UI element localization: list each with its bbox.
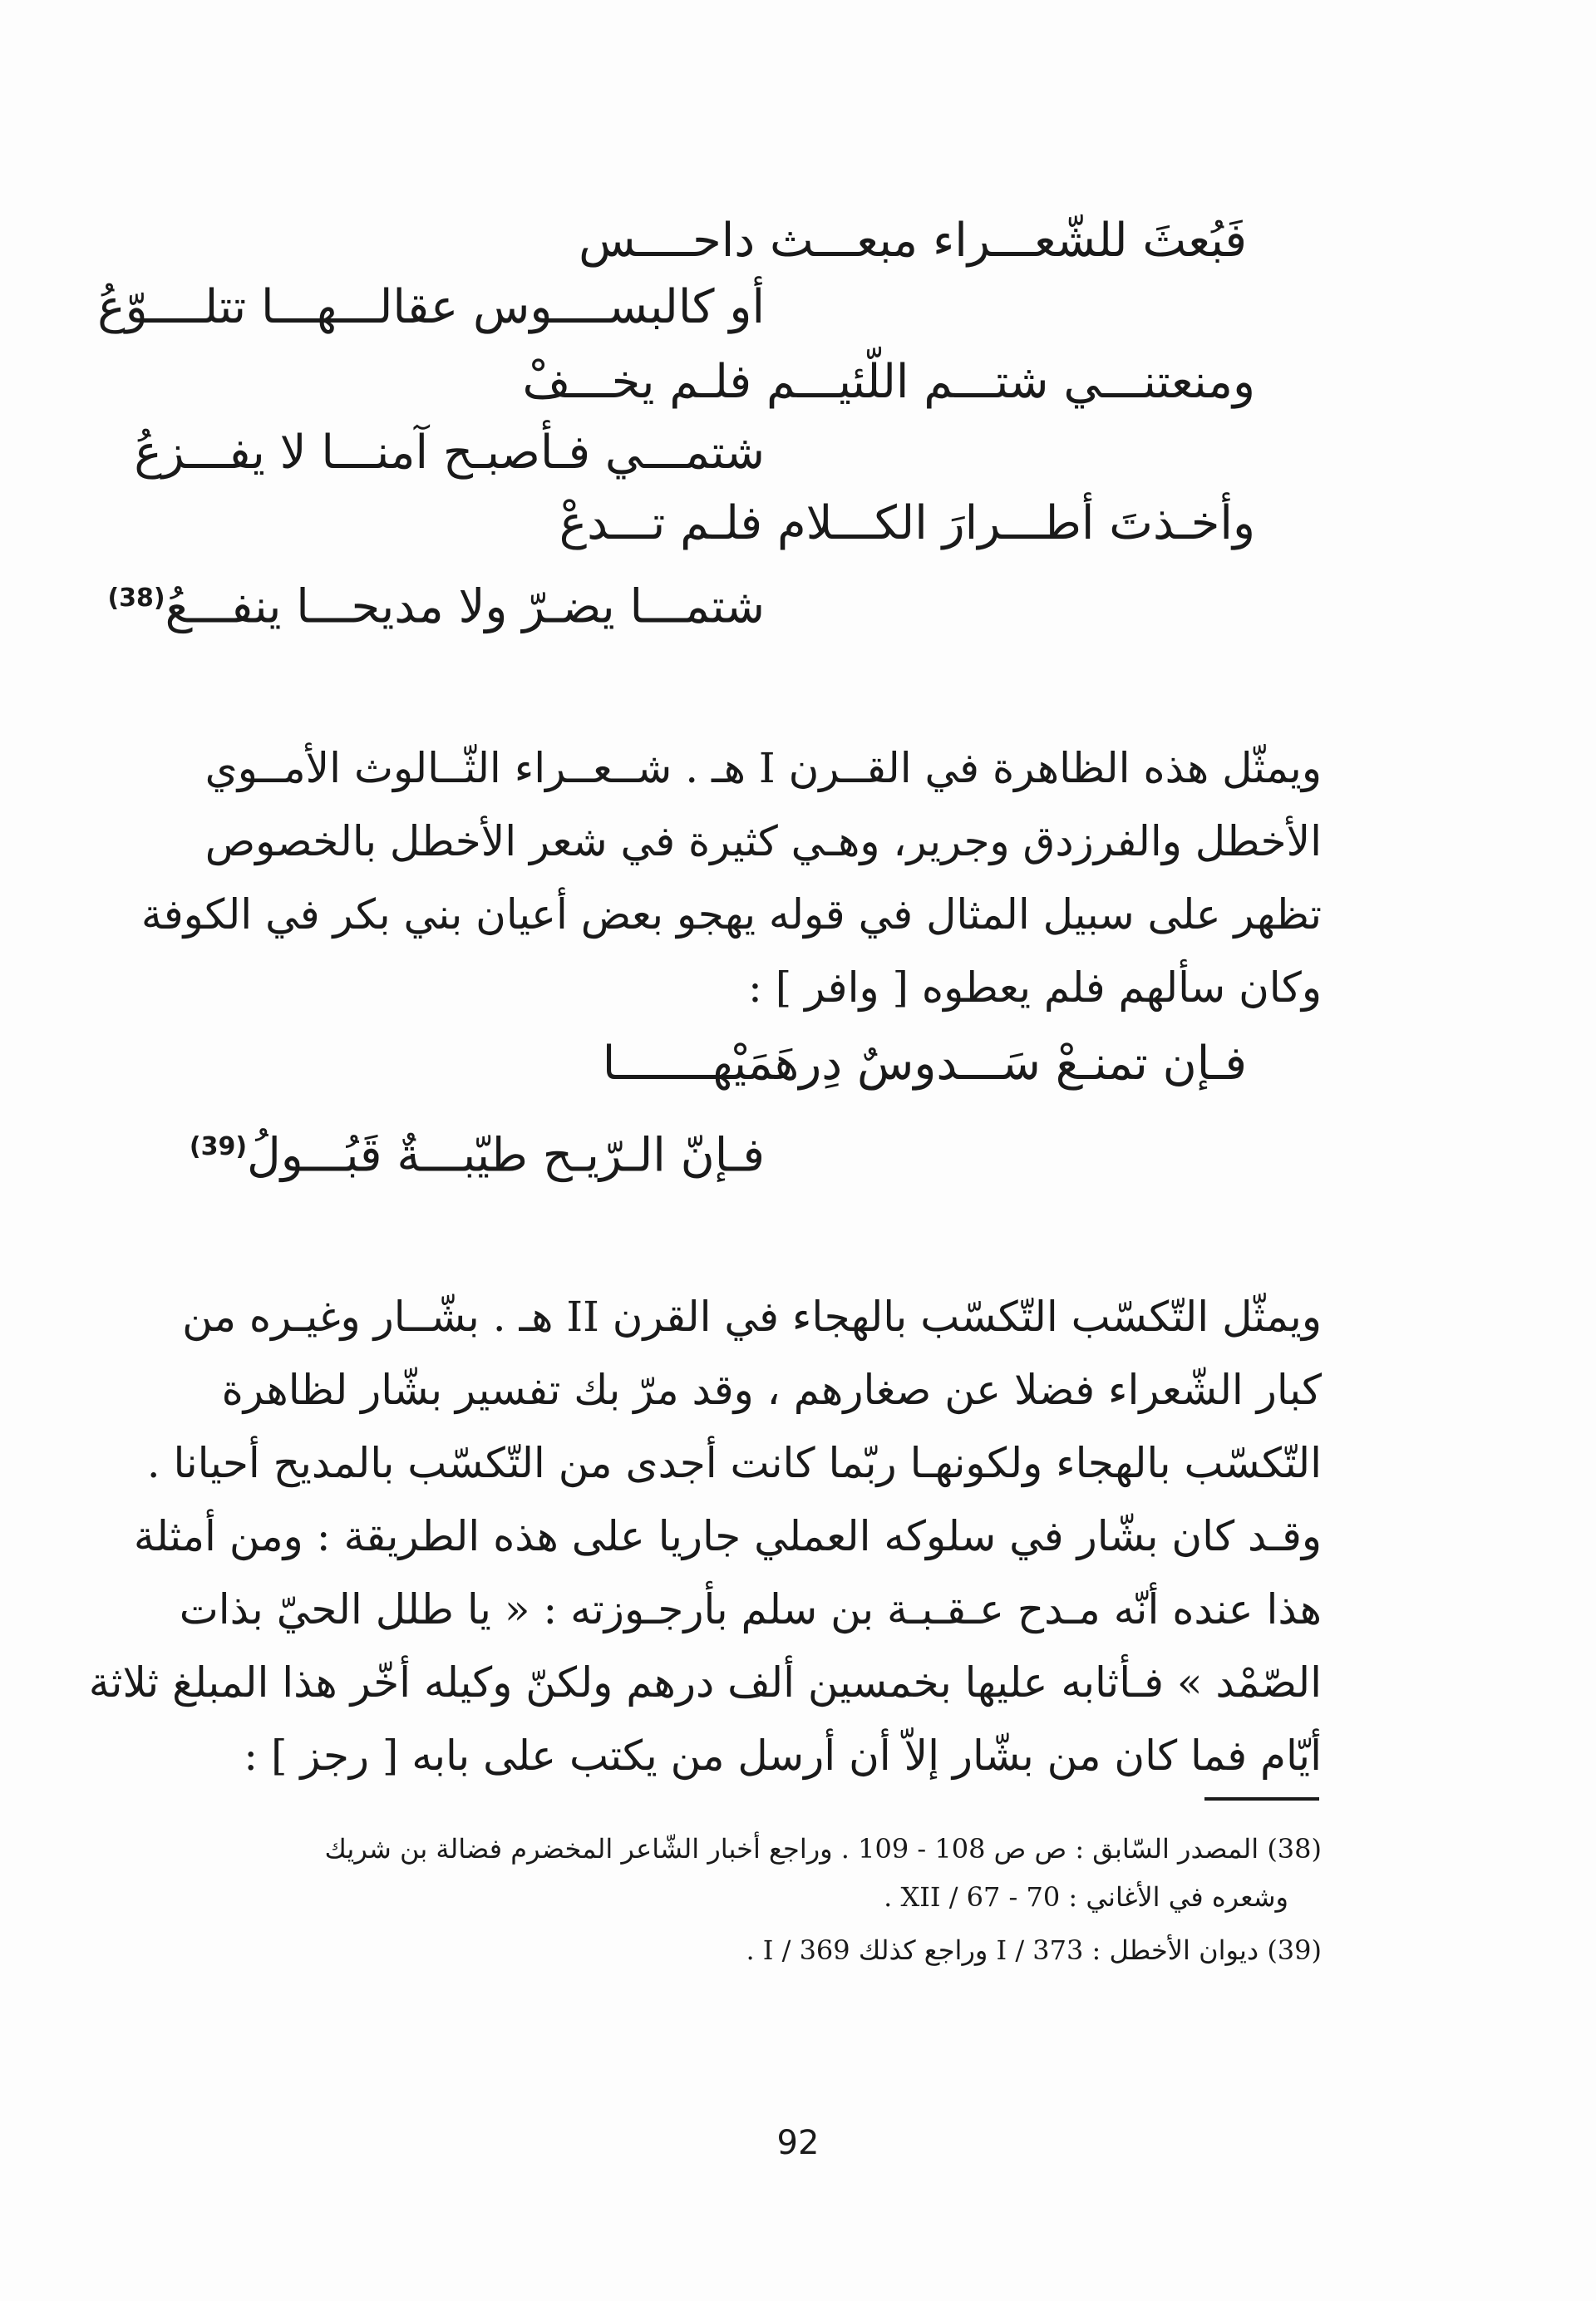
paragraph-line: الأخطل والفرزدق وجرير، وهـي كثيرة في شعر الأخطل بالخصوص — [204, 817, 1322, 865]
verse-line: أو كالبســــوس عقالـــهـــا تتلــــوّعُ — [97, 280, 765, 334]
paragraph-2 — [88, 1280, 1322, 1792]
verse-line-with-note — [181, 1114, 765, 1190]
paragraph-line: التّكسّب بالهجاء ولكونهـا ربّما كانت أجدى من التّكسّب بالمديح أحيانا . — [146, 1439, 1322, 1487]
footnote-38: (38) المصدر السّابق : ص ص 108 - 109 . وراجع أخبار الشّاعر المخضرم فضالة بن شريك — [324, 1833, 1322, 1865]
page-number: 92 — [776, 2124, 820, 2162]
paragraph-line: تظهر على سبيل المثال في قوله يهجو بعض أعيان بني بكر في الكوفة — [140, 890, 1322, 939]
footnote-divider — [1204, 1797, 1319, 1801]
verse-line: فـإن تمنـعْ سَـــدوسٌ دِرهَمَيْهـــــــا — [602, 1037, 1247, 1091]
paragraph-line: هذا عنده أنّه مـدح عـقـبـة بن سلم بأرجـوزته : « يا طلل الحيّ بذات — [179, 1585, 1322, 1633]
paragraph-1 — [140, 732, 1322, 1024]
footnote-39: (39) ديوان الأخطل : I / 373 وراجع كذلك I / 369 . — [746, 1934, 1322, 1966]
verse-line: شتمـــي فـأصبـح آمنـــا لا يفـــزعُ — [134, 426, 765, 480]
footnote-reference: (39) — [189, 1132, 248, 1161]
footnote-reference: (38) — [107, 584, 165, 613]
verse-line: ومنعتنـــي شتـــم اللّئيـــم فلـم يخـــفْ — [522, 355, 1255, 409]
paragraph-line: ويمثّل التّكسّب التّكسّب بالهجاء في القرن II هـ . بشّــار وغيـره من — [182, 1293, 1322, 1341]
paragraph-line: أيّام فما كان من بشّار إلاّ أن أرسل من يكتب على بابه [ رجز ] : — [244, 1732, 1322, 1780]
verse-text: شتمـــا يضـرّ ولا مديحـــا ينفـــعُ — [165, 579, 765, 634]
footnote-38-continued: وشعره في الأغاني : XII / 67 - 70 . — [884, 1881, 1288, 1913]
paragraph-line: كبار الشّعراء فضلا عن صغارهم ، وقد مرّ بك تفسير بشّار لظاهرة — [221, 1366, 1322, 1414]
paragraph-line: وقـد كان بشّار في سلوكه العملي جاريا على هذه الطريقة : ومن أمثلة — [133, 1512, 1322, 1560]
paragraph-line: وكان سألهم فلم يعطوه [ وافر ] : — [747, 963, 1322, 1012]
verse-text: فـإنّ الـرّيـح طيّبـــةٌ قَبُـــولُ — [247, 1128, 765, 1183]
verse-line: وأخـذتَ أطـــرارَ الكـــلام فلـم تـــدعْ — [559, 496, 1255, 550]
paragraph-line: الصّمْد » فـأثابه عليها بخمسين ألف درهم ولكنّ وكيله أخّر هذا المبلغ ثلاثة — [88, 1658, 1322, 1707]
verse-line-with-note — [99, 565, 765, 641]
verse-line: فَبُعثَ للشّعـــراء مبعـــث داحــــس — [579, 214, 1247, 268]
paragraph-line: ويمثّل هذه الظاهرة في القــرن I هـ . شــعــراء الثّــالوث الأمــوي — [204, 744, 1322, 792]
